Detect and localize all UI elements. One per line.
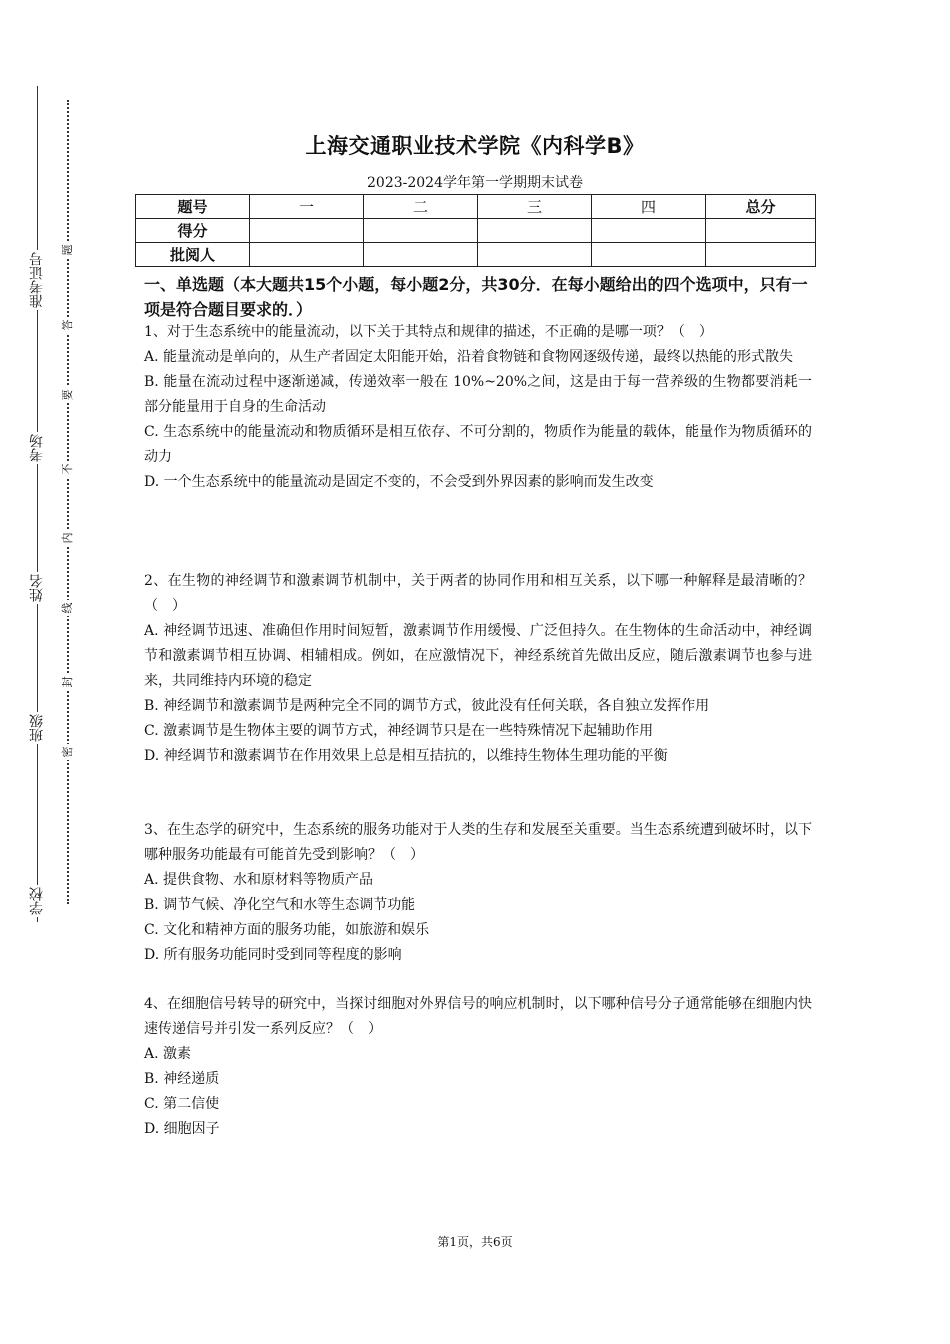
question-option: A. 提供食物、水和原材料等物质产品 [144, 872, 374, 888]
score-table-header: 二 [364, 195, 478, 219]
question-option: D. 所有服务功能同时受到同等程度的影响 [144, 947, 402, 963]
reviewer-cell[interactable] [478, 243, 592, 267]
score-row-label: 批阅人 [136, 243, 250, 267]
binding-dotted-line [67, 100, 69, 904]
question-option: D. 细胞因子 [144, 1121, 220, 1137]
seal-char: 答 [61, 317, 75, 333]
question-3 [144, 818, 812, 968]
question-stem: 4、在细胞信号转导的研究中，当探讨细胞对外界信号的响应机制时，以下哪种信号分子通常能够在细胞内快速传递信号并引发一系列反应？（ ） [144, 996, 812, 1037]
score-cell[interactable] [478, 219, 592, 243]
binding-solid-line [37, 86, 38, 922]
question-stem: 3、在生态学的研究中，生态系统的服务功能对于人类的生存和发展至关重要。当生态系统遭到破坏时，以下哪种服务功能最有可能首先受到影响？（ ） [144, 822, 812, 863]
field-school: 学校 [22, 885, 52, 917]
field-class: 班级 [22, 712, 52, 744]
question-option: A. 能量流动是单向的，从生产者固定太阳能开始，沿着食物链和食物网逐级传递，最终以热能的形式散失 [144, 349, 794, 365]
reviewer-cell[interactable] [250, 243, 364, 267]
page-subtitle: 2023-2024学年第一学期期末试卷 [367, 175, 583, 191]
score-table-header: 一 [250, 195, 364, 219]
score-cell[interactable] [706, 219, 816, 243]
score-table-header: 三 [478, 195, 592, 219]
score-cell[interactable] [364, 219, 478, 243]
question-option: C. 生态系统中的能量流动和物质循环是相互依存、不可分割的，物质作为能量的载体，能量作为物质循环的动力 [144, 424, 812, 465]
seal-char: 不 [61, 461, 75, 477]
question-4 [144, 992, 812, 1142]
question-option: C. 激素调节是生物体主要的调节方式，神经调节只是在一些特殊情况下起辅助作用 [144, 723, 654, 739]
score-table-row [136, 243, 816, 267]
score-table-row [136, 219, 816, 243]
seal-char: 题 [61, 242, 75, 258]
score-row-label: 得分 [136, 219, 250, 243]
question-1 [144, 320, 812, 495]
question-2 [144, 569, 812, 769]
question-option: B. 能量在流动过程中逐渐递减，传递效率一般在 10%~20%之间，这是由于每一营养级的生物都要消耗一部分能量用于自身的生命活动 [144, 374, 812, 415]
reviewer-cell[interactable] [364, 243, 478, 267]
field-name: 姓名 [22, 572, 52, 604]
score-cell[interactable] [250, 219, 364, 243]
score-table-header: 题号 [136, 195, 250, 219]
page-title: 上海交通职业技术学院《内科学B》 [305, 134, 645, 158]
reviewer-cell[interactable] [706, 243, 816, 267]
seal-char: 要 [61, 387, 75, 403]
score-table-header-row [136, 195, 816, 219]
question-stem: 2、在生物的神经调节和激素调节机制中，关于两者的协同作用和相互关系，以下哪一种解释是最清晰的？（ ） [144, 573, 812, 614]
field-exam-id: 准考证号 [22, 250, 52, 310]
question-stem: 1、对于生态系统中的能量流动，以下关于其特点和规律的描述，不正确的是哪一项？（ ） [144, 324, 713, 340]
score-table-header: 四 [592, 195, 706, 219]
reviewer-cell[interactable] [592, 243, 706, 267]
question-option: B. 神经调节和激素调节是两种完全不同的调节方式，彼此没有任何关联，各自独立发挥作用 [144, 698, 710, 714]
question-option: D. 神经调节和激素调节在作用效果上总是相互拮抗的，以维持生物体生理功能的平衡 [144, 748, 668, 764]
score-cell[interactable] [592, 219, 706, 243]
score-table-header: 总分 [706, 195, 816, 219]
question-option: D. 一个生态系统中的能量流动是固定不变的，不会受到外界因素的影响而发生改变 [144, 474, 654, 490]
field-exam-room: 考场 [22, 432, 52, 464]
seal-char: 密 [61, 744, 75, 760]
question-option: A. 激素 [144, 1046, 192, 1062]
question-option: C. 文化和精神方面的服务功能，如旅游和娱乐 [144, 922, 430, 938]
question-option: A. 神经调节迅速、准确但作用时间短暂，激素调节作用缓慢、广泛但持久。在生物体的生命活动中，神经调节和激素调节相互协调、相辅相成。例如，在应激情况下，神经系统首先做出反应，随后激素调节也参与进来，共同维持内环境的稳定 [144, 623, 812, 689]
question-option: B. 神经递质 [144, 1071, 220, 1087]
section-heading: 一、单选题（本大题共15个小题，每小题2分，共30分．在每小题给出的四个选项中，只有一项是符合题目要求的．） [144, 275, 808, 319]
score-table [135, 194, 816, 267]
seal-char: 内 [61, 530, 75, 546]
question-option: B. 调节气候、净化空气和水等生态调节功能 [144, 897, 416, 913]
page-number: 第1页，共6页 [437, 1235, 513, 1249]
seal-char: 封 [61, 674, 75, 690]
seal-char: 线 [61, 600, 75, 616]
question-option: C. 第二信使 [144, 1096, 220, 1112]
